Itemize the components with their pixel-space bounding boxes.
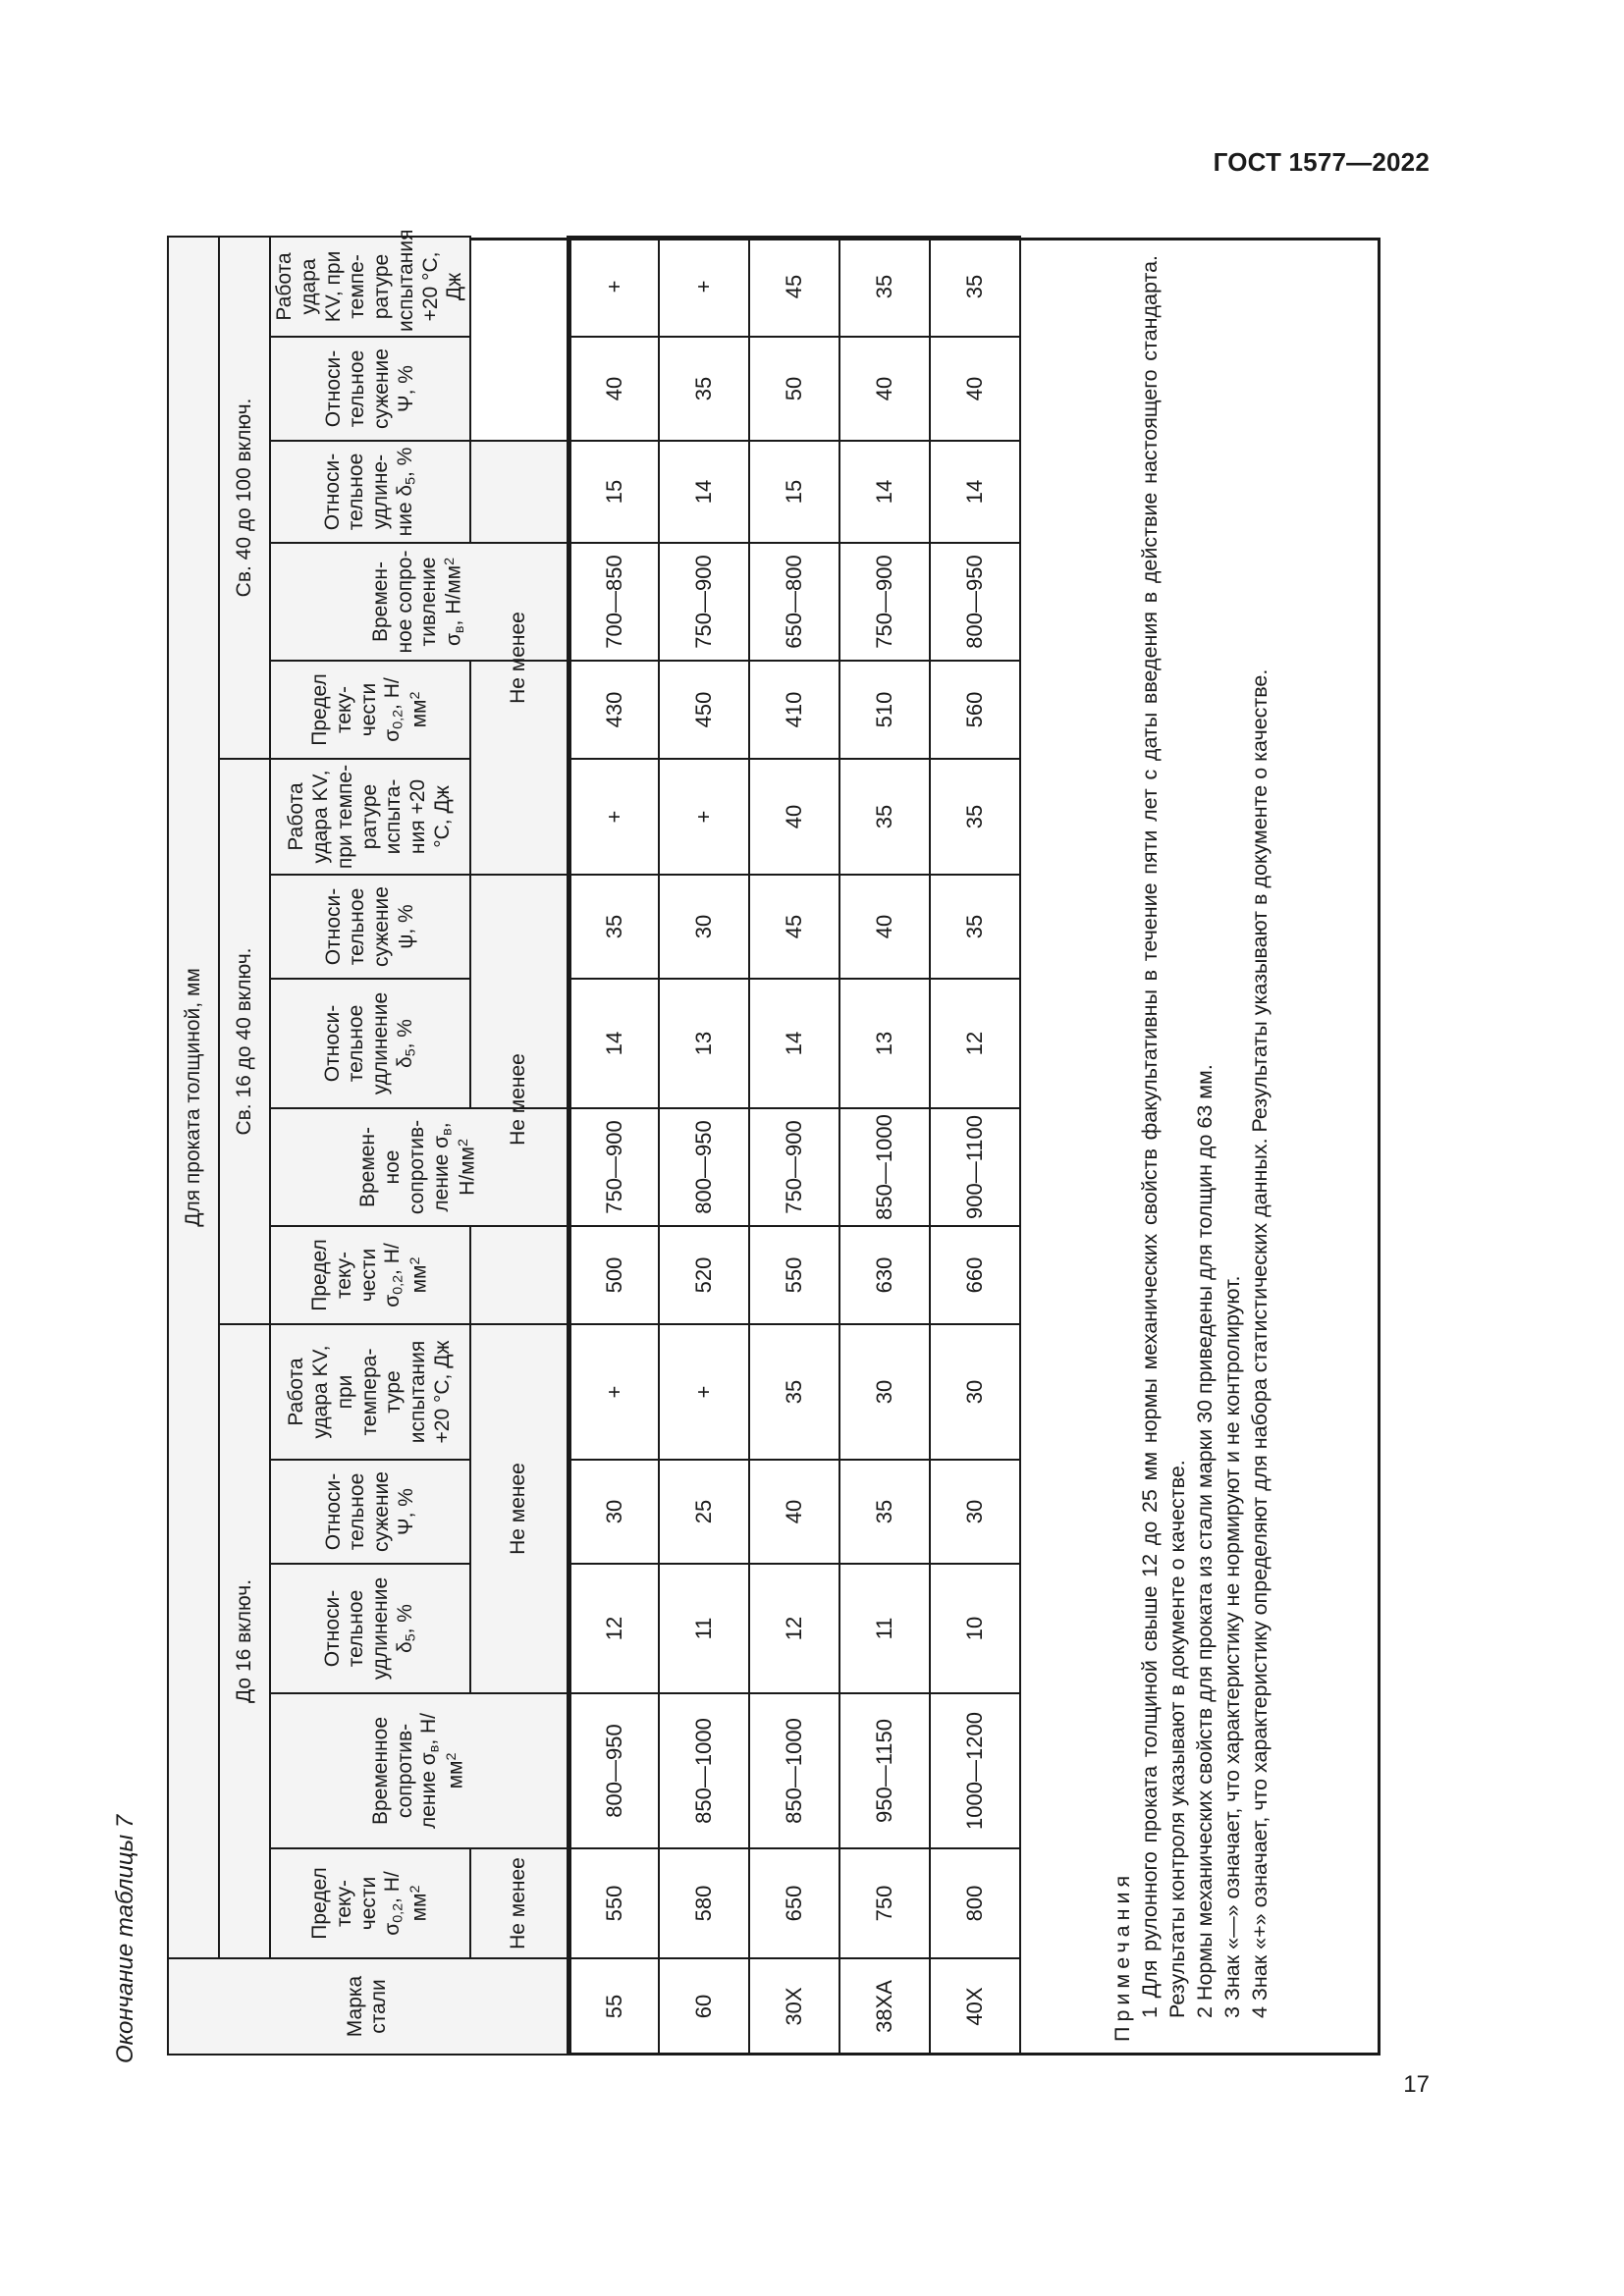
impact-cell-r1: + — [659, 1324, 749, 1460]
impact-cell-r3: 45 — [749, 237, 839, 337]
impact-cell-r3: 35 — [930, 237, 1020, 337]
range-2-header: Св. 16 до 40 включ. — [219, 759, 270, 1324]
tensile-cell-r1: 950—1150 — [839, 1693, 930, 1848]
yield-cell-r2: 520 — [659, 1226, 749, 1324]
elongation-cell-r2: 13 — [659, 979, 749, 1108]
impact-cell-r2: + — [659, 759, 749, 875]
yield-cell-r3: 510 — [839, 661, 930, 759]
contraction-cell-r1: 35 — [839, 1460, 930, 1564]
impact-cell-r2: 35 — [930, 759, 1020, 875]
yield-header-r2: Предел теку-чести $\sigma_{0,2}$, $Н/мм^2$ — [270, 1226, 470, 1324]
contraction-cell-r2: 45 — [749, 875, 839, 979]
impact-cell-r2: + — [568, 759, 659, 875]
tensile-cell-r2: 900—1100 — [930, 1108, 1020, 1226]
table-row — [568, 237, 659, 2055]
contraction-cell-r2: 35 — [568, 875, 659, 979]
tensile-header-r2: Времен-ное сопротив-ление $\sigma_в$, $Н/мм^2$ — [270, 1108, 568, 1226]
note-4: 4 Знак «+» означает, что характеристику определяют для набора статистических данных. Результаты указывают в документе о качестве. — [1247, 668, 1272, 2018]
yield-header-r3: Предел теку-чести $\sigma_{0,2}$, $Н/мм^2$ — [270, 661, 470, 759]
contraction-cell-r2: 35 — [930, 875, 1020, 979]
notes — [1110, 255, 1274, 2042]
note-2: 2 Нормы механических свойств для проката из стали марки 30 приведены для толщин до 63 мм. — [1192, 1064, 1217, 2018]
contraction-cell-r1: 40 — [749, 1460, 839, 1564]
impact-header-r3: Работа удара KV, при темпе-ратуре испытания +20 °C, Дж — [270, 237, 470, 337]
table-row — [749, 237, 839, 2055]
impact-header-r1: Работа удара KV, при темпера-туре испытания +20 °C, Дж — [270, 1324, 470, 1460]
yield-cell-r2: 500 — [568, 1226, 659, 1324]
contraction-header-r2: Относи-тельное сужение ψ, % — [270, 875, 470, 979]
elongation-cell-r2: 12 — [930, 979, 1020, 1108]
tensile-cell-r2: 750—900 — [749, 1108, 839, 1226]
contraction-header-r3: Относи-тельное сужение Ψ, % — [270, 337, 470, 441]
elongation-cell-r3: 14 — [659, 441, 749, 543]
table-row — [839, 237, 930, 2055]
contraction-cell-r3: 40 — [568, 337, 659, 441]
tensile-cell-r3: 750—900 — [659, 543, 749, 661]
contraction-cell-r1: 25 — [659, 1460, 749, 1564]
impact-cell-r3: + — [568, 237, 659, 337]
range-3-header: Св. 40 до 100 включ. — [219, 237, 270, 759]
grade-cell: 55 — [568, 1958, 659, 2055]
elongation-cell-r1: 11 — [839, 1564, 930, 1693]
notes-heading: Примечания — [1110, 1870, 1134, 2042]
grade-cell: 60 — [659, 1958, 749, 2055]
contraction-header-r1: Относи-тельное сужение Ψ, % — [270, 1460, 470, 1564]
yield-cell-r1: 650 — [749, 1848, 839, 1958]
contraction-cell-r1: 30 — [568, 1460, 659, 1564]
tensile-cell-r2: 850—1000 — [839, 1108, 930, 1226]
grade-cell: 30Х — [749, 1958, 839, 2055]
page-number: 17 — [1403, 2071, 1430, 2098]
yield-cell-r1: 580 — [659, 1848, 749, 1958]
table-caption: Окончание таблицы 7 — [112, 1814, 138, 2063]
range-1-header: До 16 включ. — [219, 1324, 270, 1958]
grade-cell: 40Х — [930, 1958, 1020, 2055]
tensile-header-r1: Временное сопротив-ление $\sigma_в$, $Н/мм^2$ — [270, 1693, 568, 1848]
tensile-cell-r2: 750—900 — [568, 1108, 659, 1226]
min-label-r2: Не менее — [470, 875, 568, 1324]
impact-cell-r3: 35 — [839, 237, 930, 337]
elongation-cell-r2: 14 — [749, 979, 839, 1108]
impact-cell-r2: 40 — [749, 759, 839, 875]
grade-header: Марка стали — [168, 1958, 568, 2055]
elongation-cell-r1: 10 — [930, 1564, 1020, 1693]
elongation-header-r1: Относи-тельное удлинение $\delta_5$, % — [270, 1564, 470, 1693]
tensile-cell-r1: 800—950 — [568, 1693, 659, 1848]
yield-cell-r3: 560 — [930, 661, 1020, 759]
contraction-cell-r2: 40 — [839, 875, 930, 979]
contraction-cell-r1: 30 — [930, 1460, 1020, 1564]
yield-header-r1: Предел теку-чести $\sigma_{0,2}$, $Н/мм^2$ — [270, 1848, 470, 1958]
rotated-content — [108, 229, 1384, 2063]
note-1: 1 Для рулонного проката толщиной свыше 12 до 25 мм нормы механических свойств факультативны в течение пяти лет с даты введения в действие настоящего стандарта. Результаты контроля указывают в документе о качестве. — [1137, 255, 1189, 2018]
standard-number: ГОСТ 1577—2022 — [1213, 147, 1430, 177]
tensile-cell-r1: 850—1000 — [659, 1693, 749, 1848]
elongation-cell-r2: 13 — [839, 979, 930, 1108]
tensile-cell-r1: 1000—1200 — [930, 1693, 1020, 1848]
contraction-cell-r3: 50 — [749, 337, 839, 441]
contraction-cell-r3: 40 — [839, 337, 930, 441]
tensile-cell-r3: 750—900 — [839, 543, 930, 661]
elongation-cell-r2: 14 — [568, 979, 659, 1108]
table-row — [930, 237, 1020, 2055]
impact-header-r2: Работа удара KV, при темпе-ратуре испыта-ния +20 °C, Дж — [270, 759, 470, 875]
elongation-cell-r3: 15 — [749, 441, 839, 543]
mechanical-properties-table — [167, 229, 1021, 2056]
impact-cell-r3: + — [659, 237, 749, 337]
impact-cell-r1: 35 — [749, 1324, 839, 1460]
grade-cell: 38ХА — [839, 1958, 930, 2055]
yield-cell-r1: 750 — [839, 1848, 930, 1958]
contraction-cell-r3: 35 — [659, 337, 749, 441]
tensile-header-r3: Времен-ное сопро-тивление $\sigma_в$, $Н/мм^2$ — [270, 543, 568, 661]
elongation-cell-r3: 14 — [930, 441, 1020, 543]
elongation-cell-r3: 14 — [839, 441, 930, 543]
yield-cell-r1: 800 — [930, 1848, 1020, 1958]
impact-cell-r2: 35 — [839, 759, 930, 875]
tensile-cell-r3: 800—950 — [930, 543, 1020, 661]
elongation-header-r3: Относи-тельное удлине-ние $\delta_5$, % — [270, 441, 470, 543]
yield-cell-r2: 550 — [749, 1226, 839, 1324]
elongation-cell-r1: 12 — [568, 1564, 659, 1693]
yield-cell-r3: 450 — [659, 661, 749, 759]
yield-cell-r2: 630 — [839, 1226, 930, 1324]
contraction-cell-r2: 30 — [659, 875, 749, 979]
yield-cell-r2: 660 — [930, 1226, 1020, 1324]
yield-cell-r3: 410 — [749, 661, 839, 759]
yield-cell-r1: 550 — [568, 1848, 659, 1958]
tensile-cell-r3: 650—800 — [749, 543, 839, 661]
elongation-cell-r1: 12 — [749, 1564, 839, 1693]
impact-cell-r1: 30 — [839, 1324, 930, 1460]
min-label-r3: Не менее — [470, 441, 568, 875]
min-label-r1-yield: Не менее — [470, 1848, 568, 1958]
elongation-cell-r1: 11 — [659, 1564, 749, 1693]
impact-cell-r1: 30 — [930, 1324, 1020, 1460]
tensile-cell-r2: 800—950 — [659, 1108, 749, 1226]
elongation-header-r2: Относи-тельное удлинение $\delta_5$, % — [270, 979, 470, 1108]
tensile-cell-r1: 850—1000 — [749, 1693, 839, 1848]
min-label-r1: Не менее — [470, 1324, 568, 1693]
table-row — [659, 237, 749, 2055]
tensile-cell-r3: 700—850 — [568, 543, 659, 661]
impact-cell-r1: + — [568, 1324, 659, 1460]
note-3: 3 Знак «—» означает, что характеристику не нормируют и не контролируют. — [1219, 1275, 1244, 2018]
elongation-cell-r3: 15 — [568, 441, 659, 543]
contraction-cell-r3: 40 — [930, 337, 1020, 441]
yield-cell-r3: 430 — [568, 661, 659, 759]
group-header: Для проката толщиной, мм — [168, 237, 219, 1958]
